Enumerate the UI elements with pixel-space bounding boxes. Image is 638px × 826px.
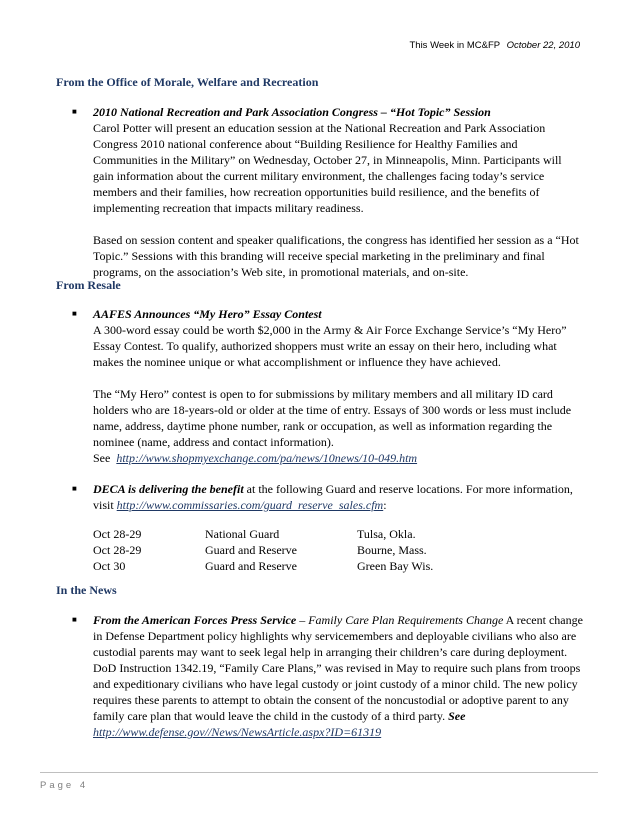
item-body: A 300-word essay could be worth $2,000 in the Army & Air Force Exchange Service’s “My Hero” Essay Contest. To qualify, authorized shoppers must write an essay on their hero, including what makes the nominee unique or what accomplishment or influence they have achieved. xyxy=(93,323,567,369)
item-subtitle: Family Care Plan Requirements Change xyxy=(308,613,504,627)
table-cell-unit: National Guard xyxy=(205,527,280,541)
bullet-icon: ■ xyxy=(72,484,77,493)
list-item-deca xyxy=(93,481,583,513)
see-label: See xyxy=(448,709,466,723)
see-label: See xyxy=(93,451,111,465)
title-dash: – xyxy=(296,613,309,627)
list-item-aafes-contest xyxy=(93,306,583,466)
item-title: DECA is delivering the benefit xyxy=(93,482,244,496)
section-heading-resale: From Resale xyxy=(56,278,121,292)
bullet-icon: ■ xyxy=(72,309,77,318)
table-cell-date: Oct 30 xyxy=(93,559,126,573)
table-cell-location: Tulsa, Okla. xyxy=(357,527,416,541)
bullet-icon: ■ xyxy=(72,615,77,624)
item-body: Carol Potter will present an education session at the National Recreation and Park Association Congress 2010 national conference about “Building Resilience for Healthy Families and Communities in the Military” on Wednesday, October 27, in Minneapolis, Minn. Participants will gain information about the current military environment, the challenges facing today’s service members and their families, how recreation opportunities build resilience, and the benefits of implementing recreation that impacts military readiness. xyxy=(93,121,562,215)
table-row xyxy=(93,558,487,574)
defense-link[interactable]: http://www.defense.gov//News/NewsArticle.aspx?ID=61319 xyxy=(93,725,382,739)
table-cell-location: Green Bay Wis. xyxy=(357,559,434,573)
item-body: at the following Guard and reserve locations. For more information, visit xyxy=(93,482,573,512)
table-cell-date: Oct 28-29 xyxy=(93,527,142,541)
table-cell-unit: Guard and Reserve xyxy=(205,559,297,573)
table-cell-location: Bourne, Mass. xyxy=(357,543,427,557)
item-title: 2010 National Recreation and Park Association Congress – “Hot Topic” Session xyxy=(93,105,491,119)
table-row xyxy=(93,542,487,558)
bullet-icon: ■ xyxy=(72,107,77,116)
item-body-2: Based on session content and speaker qualifications, the congress has identified her session as a “Hot Topic.” Sessions with this branding will receive special marketing in the preliminary and final programs, on the association’s Web site, in promotional materials, and on-site. xyxy=(93,233,579,279)
list-item-nrpa-congress xyxy=(93,104,583,280)
link-suffix: : xyxy=(383,498,387,512)
table-cell-date: Oct 28-29 xyxy=(93,543,142,557)
footer-divider xyxy=(40,772,598,773)
page-number: Page 4 xyxy=(40,780,89,791)
aafes-link[interactable]: http://www.shopmyexchange.com/pa/news/10news/10-049.htm xyxy=(116,451,418,465)
newsletter-title: This Week in MC&FP xyxy=(409,40,500,51)
item-title: From the American Forces Press Service xyxy=(93,613,297,627)
list-item-afps xyxy=(93,612,583,740)
item-body: A recent change in Defense Department policy highlights why servicemembers and deployable civilians who also are custodial parents may want to seek legal help in arranging their children’s care during deployment. DoD Instruction 1342.19, “Family Care Plans,” was revised in May to require such plans from troops and expeditionary civilians who have legal custody or joint custody of a minor child. The new policy requires these parents to attempt to obtain the consent of the noncustodial or adoptive parent to any family care plan that would leave the child in the custody of a third party. xyxy=(93,613,583,723)
page-header xyxy=(409,40,580,51)
commissaries-link[interactable]: http://www.commissaries.com/guard_reserve_sales.cfm xyxy=(116,498,384,512)
section-heading-mwr: From the Office of Morale, Welfare and Recreation xyxy=(56,75,319,89)
section-heading-news: In the News xyxy=(56,583,117,597)
item-title: AAFES Announces “My Hero” Essay Contest xyxy=(93,307,322,321)
table-row xyxy=(93,526,487,542)
item-body-2: The “My Hero” contest is open to for submissions by military members and all military ID card holders who are 18-years-old or older at the time of entry. Essays of 300 words or less must include name, address, daytime phone number, rank or occupation, as well as information regarding the nominee (name, address and contact information). xyxy=(93,387,572,449)
newsletter-date: October 22, 2010 xyxy=(506,40,580,51)
table-cell-unit: Guard and Reserve xyxy=(205,543,297,557)
deca-schedule-table xyxy=(93,526,487,574)
